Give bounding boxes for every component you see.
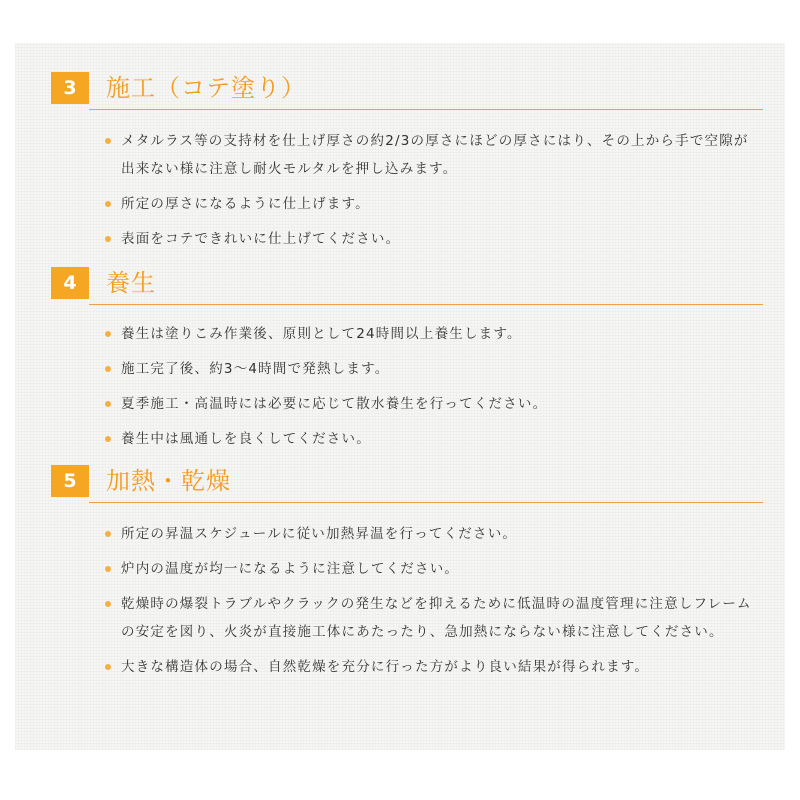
list-item-text: 養生中は風通しを良くしてください。 (121, 431, 371, 447)
list-item-text: 養生は塗りこみ作業後、原則として24時間以上養生します。 (121, 326, 522, 342)
bullet-dot-icon (105, 566, 111, 572)
list-item-text: 大きな構造体の場合、自然乾燥を充分に行った方がより良い結果が得られます。 (121, 659, 650, 675)
list-item (51, 190, 763, 218)
list-item (51, 520, 763, 548)
bullet-dot-icon (105, 201, 111, 207)
list-item (51, 590, 763, 646)
bullet-list (51, 127, 763, 253)
bullet-dot-icon (105, 664, 111, 670)
list-item-text: 表面をコテできれいに仕上げてください。 (121, 231, 401, 247)
section-title: 施工（コテ塗り） (106, 74, 306, 102)
bullet-dot-icon (105, 331, 111, 337)
list-item-text: 施工完了後、約3〜4時間で発熱します。 (121, 361, 390, 377)
section-divider (89, 502, 763, 503)
list-item (51, 390, 763, 418)
list-item-text: 夏季施工・高温時には必要に応じて散水養生を行ってください。 (121, 396, 548, 412)
bullet-dot-icon (105, 401, 111, 407)
list-item (51, 320, 763, 348)
bullet-dot-icon (105, 236, 111, 242)
list-item (51, 127, 763, 183)
list-item (51, 555, 763, 583)
section-divider (89, 109, 763, 110)
section-divider (89, 304, 763, 305)
section-number-badge: 4 (51, 267, 89, 299)
list-item-text: 炉内の温度が均一になるように注意してください。 (121, 561, 460, 577)
bullet-dot-icon (105, 138, 111, 144)
list-item (51, 425, 763, 453)
section-header (51, 465, 763, 509)
section-number-badge: 3 (51, 72, 89, 104)
bullet-dot-icon (105, 366, 111, 372)
section-5 (51, 465, 763, 675)
list-item (51, 653, 763, 681)
list-item-text: 乾燥時の爆裂トラブルやクラックの発生などを抑えるために低温時の温度管理に注意しフレームの安定を図り、火炎が直接施工体にあたったり、急加熱にならない様に注意してください。 (121, 596, 752, 640)
section-3 (51, 72, 763, 247)
bullet-dot-icon (105, 601, 111, 607)
bullet-dot-icon (105, 531, 111, 537)
list-item (51, 225, 763, 253)
section-header (51, 72, 763, 116)
bullet-list (51, 520, 763, 681)
bullet-list (51, 320, 763, 453)
section-4 (51, 267, 763, 447)
section-title: 養生 (106, 269, 156, 297)
section-header (51, 267, 763, 311)
list-item (51, 355, 763, 383)
content-panel (15, 43, 785, 750)
list-item-text: メタルラス等の支持材を仕上げ厚さの約2/3の厚さにほどの厚さにはり、その上から手で空隙が出来ない様に注意し耐火モルタルを押し込みます。 (121, 133, 749, 177)
section-number-badge: 5 (51, 465, 89, 497)
list-item-text: 所定の昇温スケジュールに従い加熱昇温を行ってください。 (121, 526, 518, 542)
list-item-text: 所定の厚さになるように仕上げます。 (121, 196, 370, 212)
bullet-dot-icon (105, 436, 111, 442)
section-title: 加熱・乾燥 (106, 467, 231, 495)
